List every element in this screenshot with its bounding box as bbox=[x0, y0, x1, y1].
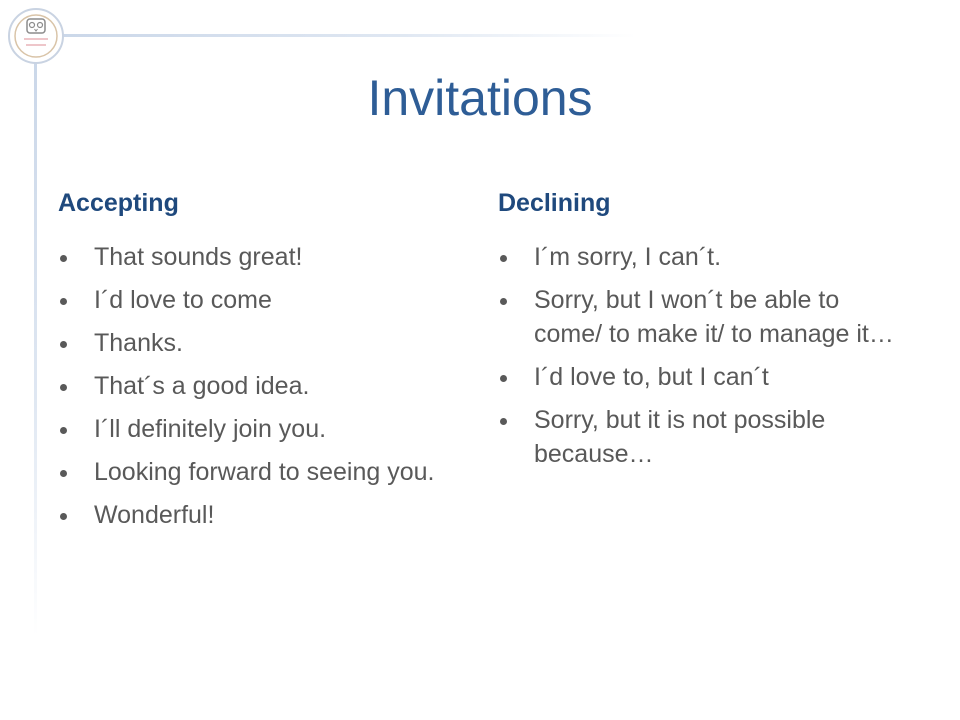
bullet-icon bbox=[60, 298, 67, 305]
bullet-icon bbox=[60, 341, 67, 348]
bullet-icon bbox=[500, 418, 507, 425]
list-item bbox=[498, 240, 908, 274]
list-item-text: That´s a good idea. bbox=[94, 372, 310, 400]
list-item bbox=[498, 283, 908, 351]
list-item bbox=[58, 412, 448, 446]
declining-list bbox=[498, 240, 908, 471]
accepting-column bbox=[58, 186, 448, 541]
list-item bbox=[498, 403, 908, 471]
list-item bbox=[58, 498, 448, 532]
owl-logo-icon bbox=[10, 10, 62, 62]
list-item-text: Wonderful! bbox=[94, 501, 215, 529]
bullet-icon bbox=[60, 384, 67, 391]
school-logo bbox=[8, 8, 64, 64]
frame-line-top bbox=[36, 34, 636, 37]
accepting-list bbox=[58, 240, 448, 532]
list-item bbox=[58, 326, 448, 360]
bullet-icon bbox=[60, 427, 67, 434]
slide-title: Invitations bbox=[367, 70, 593, 126]
bullet-icon bbox=[60, 470, 67, 477]
accepting-heading: Accepting bbox=[58, 189, 179, 217]
list-item-text: I´m sorry, I can´t. bbox=[534, 243, 722, 271]
list-item bbox=[58, 283, 448, 317]
list-item-text: Sorry, but it is not possible because… bbox=[534, 406, 826, 468]
list-item-text: Thanks. bbox=[94, 329, 183, 357]
list-item-text: I´d love to come bbox=[94, 286, 272, 314]
list-item bbox=[58, 455, 448, 489]
list-item bbox=[498, 360, 908, 394]
list-item bbox=[58, 369, 448, 403]
list-item-text: I´d love to, but I can´t bbox=[534, 363, 769, 391]
bullet-icon bbox=[60, 513, 67, 520]
list-item-text: Sorry, but I won´t be able to come/ to make it/ to manage it… bbox=[534, 286, 894, 348]
bullet-icon bbox=[60, 255, 67, 262]
list-item-text: That sounds great! bbox=[94, 243, 303, 271]
declining-column bbox=[498, 186, 908, 480]
list-item bbox=[58, 240, 448, 274]
bullet-icon bbox=[500, 375, 507, 382]
bullet-icon bbox=[500, 298, 507, 305]
bullet-icon bbox=[500, 255, 507, 262]
declining-heading: Declining bbox=[498, 189, 611, 217]
list-item-text: I´ll definitely join you. bbox=[94, 415, 327, 443]
list-item-text: Looking forward to seeing you. bbox=[94, 458, 435, 486]
